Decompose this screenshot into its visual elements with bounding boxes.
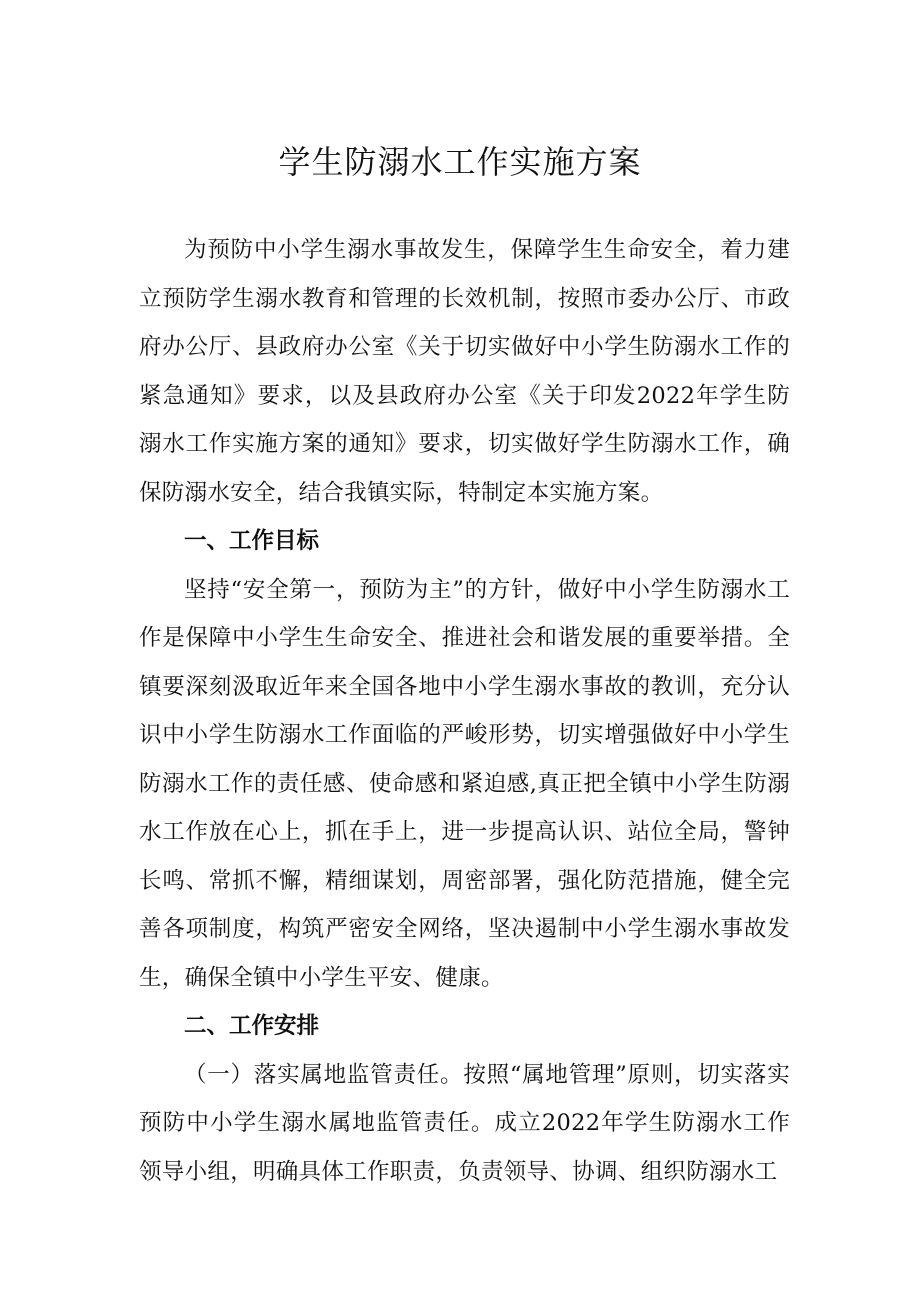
document-title: 学生防溺水工作实施方案 xyxy=(278,143,642,181)
section-heading-arrangements: 二、工作安排 xyxy=(184,1013,320,1039)
section-paragraph-goals: 坚持“安全第一，预防为主”的方针，做好中小学生防溺水工作是保障中小学生生命安全、推进社会和谐发展的重要举措。全镇要深刻汲取近年来全国各地中小学生溺水事故的教训，充分认识中小学生防溺水工作面临的严峻形势，切实增强做好中小学生防溺水工作的责任感、使命感和紧迫感,真正把全镇中小学生防溺水工作放在心上，抓在手上，进一步提高认识、站位全局，警钟长鸣、常抓不懈，精细谋划，周密部署，强化防范措施，健全完善各项制度，构筑严密安全网络，坚决遏制中小学生溺水事故发生，确保全镇中小学生平安、健康。 xyxy=(139,576,790,991)
document-body xyxy=(139,226,790,1196)
section-paragraph-arrangements: （一）落实属地监管责任。按照“属地管理”原则，切实落实预防中小学生溺水属地监管责任。成立2022年学生防溺水工作领导小组，明确具体工作职责，负责领导、协调、组织防溺水工 xyxy=(139,1061,790,1185)
section-heading-goals: 一、工作目标 xyxy=(184,528,320,554)
intro-paragraph: 为预防中小学生溺水事故发生，保障学生生命安全，着力建立预防学生溺水教育和管理的长效机制，按照市委办公厅、市政府办公厅、县政府办公室《关于切实做好中小学生防溺水工作的紧急通知》要求，以及县政府办公室《关于印发2022年学生防溺水工作实施方案的通知》要求，切实做好学生防溺水工作，确保防溺水安全，结合我镇实际，特制定本实施方案。 xyxy=(139,237,790,506)
